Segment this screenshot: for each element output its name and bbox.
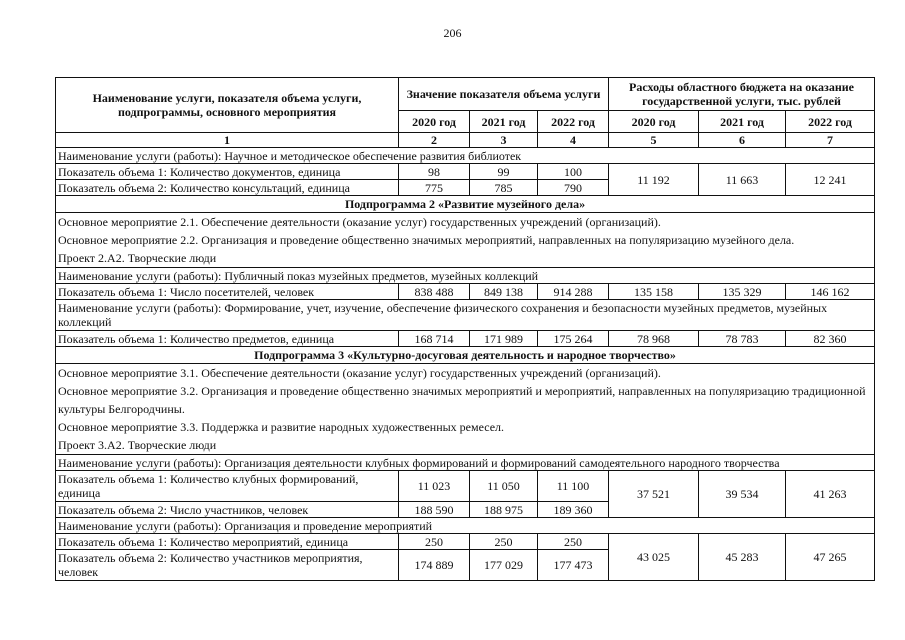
activity-line: Проект 2.А2. Творческие люди xyxy=(58,251,217,265)
indicator-value: 838 488 xyxy=(399,284,470,300)
header-year: 2022 год xyxy=(538,111,609,133)
indicator-value: 790 xyxy=(538,180,609,196)
indicator-label: Показатель объема 2: Количество участников мероприятия, человек xyxy=(56,550,399,581)
column-number: 1 xyxy=(56,133,399,148)
indicator-value: 177 029 xyxy=(470,550,538,581)
indicator-value: 775 xyxy=(399,180,470,196)
indicator-label: Показатель объема 1: Количество предметов, единица xyxy=(56,331,399,347)
activity-line: Проект 3.А2. Творческие люди xyxy=(58,438,217,452)
indicator-value: 11 050 xyxy=(470,471,538,502)
indicator-value: 174 889 xyxy=(399,550,470,581)
header-year: 2021 год xyxy=(699,111,786,133)
expense-value: 146 162 xyxy=(786,284,875,300)
indicator-value: 100 xyxy=(538,164,609,180)
indicator-value: 177 473 xyxy=(538,550,609,581)
activity-line: Основное мероприятие 2.2. Организация и проведение общественно значимых мероприятий, направленных на популяризацию музейного дела. xyxy=(58,233,795,247)
expense-value: 11 663 xyxy=(699,164,786,196)
indicator-label: Показатель объема 1: Число посетителей, человек xyxy=(56,284,399,300)
indicator-label: Показатель объема 1: Количество клубных формирований, единица xyxy=(56,471,399,502)
header-year: 2021 год xyxy=(470,111,538,133)
column-number: 6 xyxy=(699,133,786,148)
indicator-value: 98 xyxy=(399,164,470,180)
expense-value: 78 783 xyxy=(699,331,786,347)
indicator-value: 168 714 xyxy=(399,331,470,347)
expense-value: 135 158 xyxy=(609,284,699,300)
indicator-value: 849 138 xyxy=(470,284,538,300)
header-name-column: Наименование услуги, показателя объема услуги, подпрограммы, основного мероприятия xyxy=(56,78,399,133)
expense-value: 37 521 xyxy=(609,471,699,518)
indicator-value: 171 989 xyxy=(470,331,538,347)
activity-line: Основное мероприятие 3.1. Обеспечение деятельности (оказание услуг) государственных учреждений (организаций). xyxy=(58,366,661,380)
services-table xyxy=(55,77,875,581)
expense-value: 39 534 xyxy=(699,471,786,518)
subprogram-title: Подпрограмма 2 «Развитие музейного дела» xyxy=(56,196,875,213)
indicator-label: Показатель объема 2: Число участников, человек xyxy=(56,502,399,518)
expense-value: 135 329 xyxy=(699,284,786,300)
subprogram-title: Подпрограмма 3 «Культурно-досуговая деятельность и народное творчество» xyxy=(56,347,875,364)
indicator-value: 250 xyxy=(470,534,538,550)
column-number-row xyxy=(56,133,875,148)
indicator-value: 785 xyxy=(470,180,538,196)
expense-value: 43 025 xyxy=(609,534,699,581)
header-year: 2020 год xyxy=(609,111,699,133)
expense-value: 11 192 xyxy=(609,164,699,196)
header-year: 2020 год xyxy=(399,111,470,133)
column-number: 5 xyxy=(609,133,699,148)
header-volume-group: Значение показателя объема услуги xyxy=(399,78,609,111)
indicator-value: 250 xyxy=(399,534,470,550)
indicator-label: Показатель объема 2: Количество консультаций, единица xyxy=(56,180,399,196)
indicator-value: 11 023 xyxy=(399,471,470,502)
header-expense-group: Расходы областного бюджета на оказание государственной услуги, тыс. рублей xyxy=(609,78,875,111)
column-number: 4 xyxy=(538,133,609,148)
activity-line: Основное мероприятие 3.3. Поддержка и развитие народных художественных ремесел. xyxy=(58,420,505,434)
indicator-label: Показатель объема 1: Количество мероприятий, единица xyxy=(56,534,399,550)
indicator-value: 11 100 xyxy=(538,471,609,502)
activity-line: Основное мероприятие 3.2. Организация и проведение общественно значимых мероприятий и мероприятий, направленных на популяризацию традиционной культуры Белгородчины. xyxy=(58,384,866,416)
indicator-value: 175 264 xyxy=(538,331,609,347)
activities-list xyxy=(56,364,875,455)
column-number: 7 xyxy=(786,133,875,148)
indicator-value: 189 360 xyxy=(538,502,609,518)
expense-value: 45 283 xyxy=(699,534,786,581)
column-number: 2 xyxy=(399,133,470,148)
service-name-row: Наименование услуги (работы): Публичный показ музейных предметов, музейных коллекций xyxy=(56,268,875,284)
service-name-row: Наименование услуги (работы): Организация деятельности клубных формирований и формирований самодеятельного народного творчества xyxy=(56,455,875,471)
indicator-value: 914 288 xyxy=(538,284,609,300)
service-name-row: Наименование услуги (работы): Формирование, учет, изучение, обеспечение физического сохранения и безопасности музейных предметов, музейных коллекций xyxy=(56,300,875,331)
service-name-row: Наименование услуги (работы): Научное и методическое обеспечение развития библиотек xyxy=(56,148,875,164)
expense-value: 41 263 xyxy=(786,471,875,518)
activities-list xyxy=(56,213,875,268)
service-name-row: Наименование услуги (работы): Организация и проведение мероприятий xyxy=(56,518,875,534)
expense-value: 78 968 xyxy=(609,331,699,347)
expense-value: 82 360 xyxy=(786,331,875,347)
indicator-value: 188 590 xyxy=(399,502,470,518)
indicator-value: 188 975 xyxy=(470,502,538,518)
indicator-value: 99 xyxy=(470,164,538,180)
expense-value: 47 265 xyxy=(786,534,875,581)
header-year: 2022 год xyxy=(786,111,875,133)
indicator-label: Показатель объема 1: Количество документов, единица xyxy=(56,164,399,180)
page-number: 206 xyxy=(443,26,462,40)
activity-line: Основное мероприятие 2.1. Обеспечение деятельности (оказание услуг) государственных учреждений (организаций). xyxy=(58,215,661,229)
indicator-value: 250 xyxy=(538,534,609,550)
expense-value: 12 241 xyxy=(786,164,875,196)
column-number: 3 xyxy=(470,133,538,148)
